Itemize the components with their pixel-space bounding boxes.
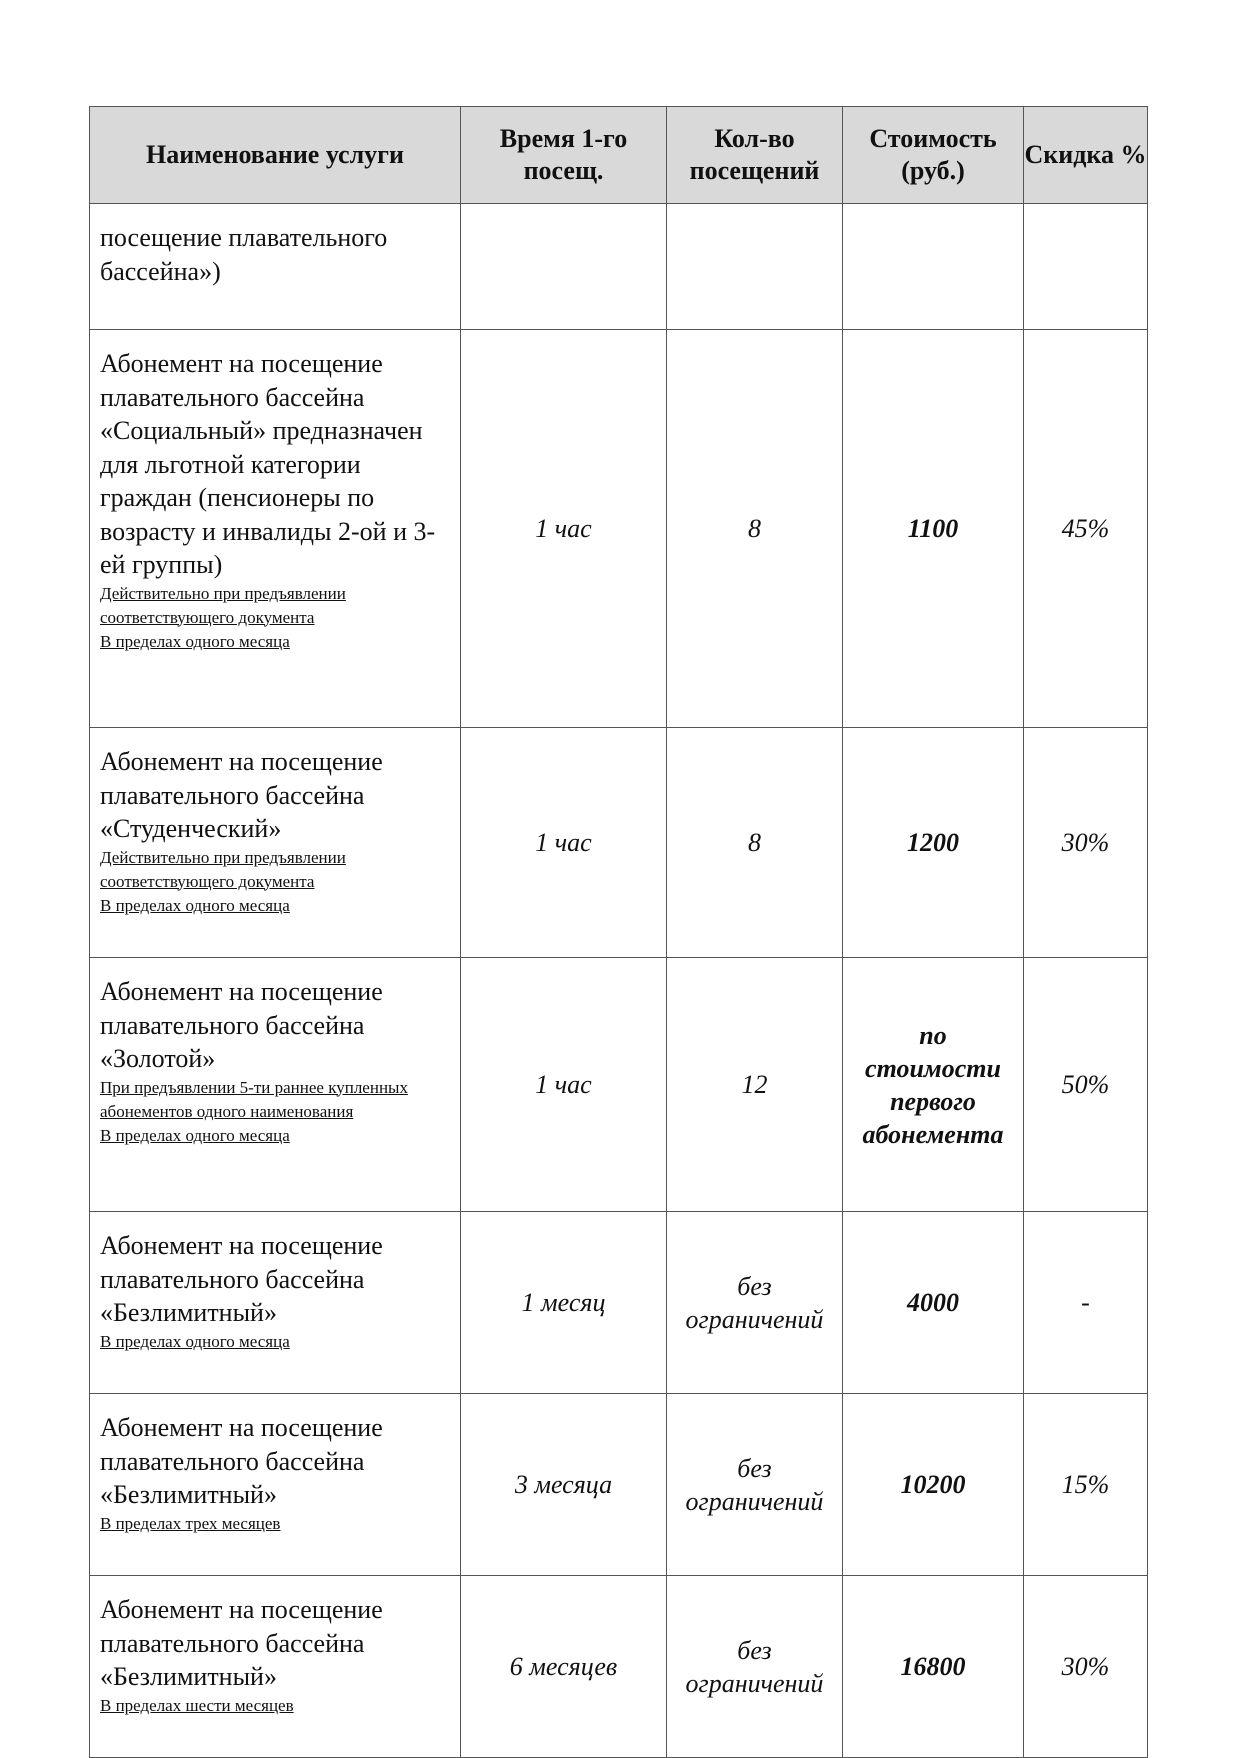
price-cell: 16800 (843, 1576, 1024, 1758)
visit-count-cell: 8 (667, 728, 843, 958)
service-note: При предъявлении 5-ти раннее купленных абонементов одного наименования (100, 1077, 408, 1121)
discount-cell: 50% (1024, 958, 1148, 1212)
header-row (90, 107, 1148, 204)
discount-cell: 15% (1024, 1394, 1148, 1576)
service-name: посещение плавательного бассейна») (100, 223, 388, 286)
service-note: В пределах одного месяца (100, 1331, 290, 1351)
visit-time-cell: 1 час (461, 958, 667, 1212)
table-body (90, 204, 1148, 1758)
service-name: Абонемент на посещение плавательного бассейна «Безлимитный» (100, 1413, 383, 1509)
price-table (89, 106, 1148, 1758)
header-price: Стоимость (руб.) (843, 107, 1024, 204)
service-name-cell (90, 728, 461, 958)
discount-cell: 30% (1024, 728, 1148, 958)
price-cell (843, 958, 1024, 1212)
service-note: В пределах шести месяцев (100, 1695, 294, 1715)
table-row (90, 1212, 1148, 1394)
price-cell: 4000 (843, 1212, 1024, 1394)
price-cell (843, 204, 1024, 330)
discount-cell: - (1024, 1212, 1148, 1394)
service-name-cell (90, 204, 461, 330)
service-name: Абонемент на посещение плавательного бассейна «Золотой» (100, 977, 383, 1073)
table-row (90, 1576, 1148, 1758)
price-cell: 1100 (843, 330, 1024, 728)
visit-time-cell: 3 месяца (461, 1394, 667, 1576)
discount-cell (1024, 204, 1148, 330)
table-row (90, 958, 1148, 1212)
service-name: Абонемент на посещение плавательного бассейна «Безлимитный» (100, 1231, 383, 1327)
visit-time-cell: 1 час (461, 330, 667, 728)
service-name: Абонемент на посещение плавательного бассейна «Студенческий» (100, 747, 383, 843)
visit-count-cell: 12 (667, 958, 843, 1212)
discount-cell: 30% (1024, 1576, 1148, 1758)
price-text: по стоимости первого абонемента (862, 1020, 1004, 1149)
service-name: Абонемент на посещение плавательного бассейна «Социальный» предназначен для льготной категории граждан (пенсионеры по возрасту и инвалиды 2-ой и 3-ей группы) (100, 349, 436, 579)
table-row (90, 1394, 1148, 1576)
service-name-cell (90, 1212, 461, 1394)
table-row (90, 330, 1148, 728)
service-name-cell (90, 330, 461, 728)
visit-time-cell: 1 час (461, 728, 667, 958)
service-note: В пределах одного месяца (100, 895, 290, 915)
table-row (90, 204, 1148, 330)
visit-time-cell (461, 204, 667, 330)
service-name: Абонемент на посещение плавательного бассейна «Безлимитный» (100, 1595, 383, 1691)
visit-count-cell: без ограничений (667, 1212, 843, 1394)
table-header (90, 107, 1148, 204)
service-name-cell (90, 958, 461, 1212)
visit-count-cell (667, 204, 843, 330)
service-note: В пределах трех месяцев (100, 1513, 281, 1533)
service-note: Действительно при предъявлении соответствующего документа (100, 847, 346, 891)
visit-time-cell: 6 месяцев (461, 1576, 667, 1758)
price-cell: 10200 (843, 1394, 1024, 1576)
header-discount: Скидка % (1024, 107, 1148, 204)
visit-count-cell: без ограничений (667, 1576, 843, 1758)
price-cell: 1200 (843, 728, 1024, 958)
visit-count-cell: без ограничений (667, 1394, 843, 1576)
visit-time-cell: 1 месяц (461, 1212, 667, 1394)
discount-cell: 45% (1024, 330, 1148, 728)
visit-count-cell: 8 (667, 330, 843, 728)
header-service-name: Наименование услуги (90, 107, 461, 204)
service-note: В пределах одного месяца (100, 1125, 290, 1145)
table-row (90, 728, 1148, 958)
service-note: В пределах одного месяца (100, 631, 290, 651)
service-note: Действительно при предъявлении соответствующего документа (100, 583, 346, 627)
header-visit-count: Кол-во посещений (667, 107, 843, 204)
header-visit-time: Время 1-го посещ. (461, 107, 667, 204)
service-name-cell (90, 1576, 461, 1758)
service-name-cell (90, 1394, 461, 1576)
